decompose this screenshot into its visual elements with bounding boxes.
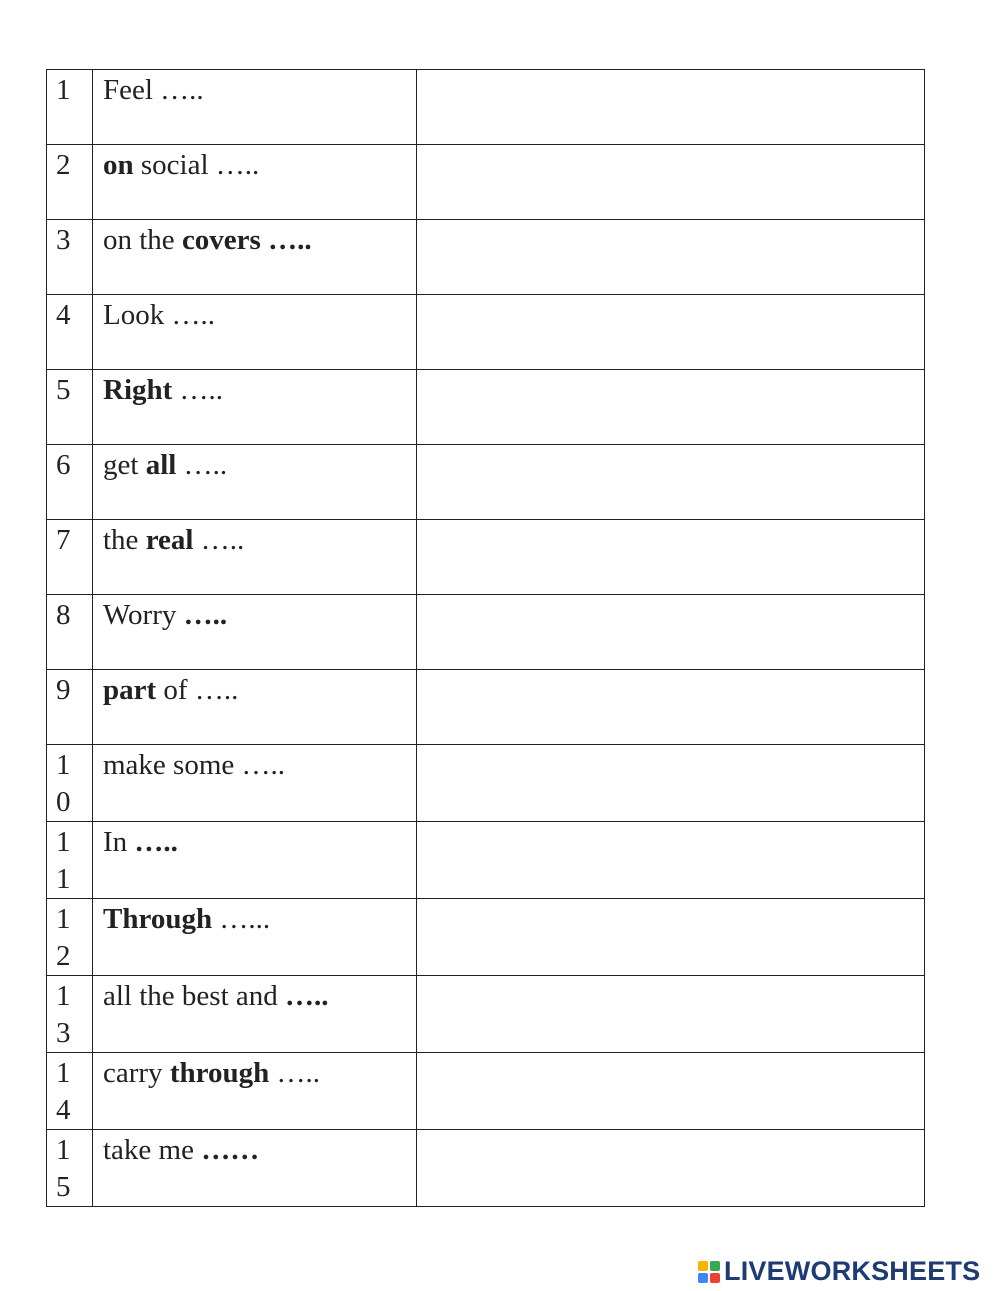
answer-input[interactable] xyxy=(417,976,924,1048)
answer-cell[interactable] xyxy=(417,745,925,822)
phrase-text: carry xyxy=(103,1057,170,1089)
table-row xyxy=(47,220,925,295)
answer-input[interactable] xyxy=(417,370,924,442)
phrase-text: Worry xyxy=(103,599,184,631)
row-number xyxy=(47,595,93,670)
row-number xyxy=(47,1130,93,1207)
phrase-text: ….. xyxy=(183,599,228,631)
table-row xyxy=(47,745,925,822)
exercise-table xyxy=(46,69,925,1207)
answer-input[interactable] xyxy=(417,520,924,592)
answer-cell[interactable] xyxy=(417,295,925,370)
liveworksheets-logo xyxy=(698,1256,980,1287)
phrase-text: the xyxy=(103,524,146,556)
phrase-cell xyxy=(93,1053,417,1130)
phrase-cell xyxy=(93,145,417,220)
phrase-text: Look ….. xyxy=(103,299,215,331)
table-row xyxy=(47,822,925,899)
logo-square xyxy=(710,1261,720,1271)
phrase-cell xyxy=(93,295,417,370)
phrase-text: social ….. xyxy=(133,149,260,181)
table-row xyxy=(47,70,925,145)
answer-input[interactable] xyxy=(417,295,924,367)
table-row xyxy=(47,1053,925,1130)
phrase-text: …… xyxy=(201,1134,260,1166)
logo-icon xyxy=(698,1261,720,1283)
answer-cell[interactable] xyxy=(417,976,925,1053)
answer-input[interactable] xyxy=(417,899,924,971)
phrase-text: all the best and xyxy=(103,980,286,1012)
row-number xyxy=(47,370,93,445)
phrase-cell xyxy=(93,445,417,520)
table-row xyxy=(47,445,925,520)
phrase-cell xyxy=(93,520,417,595)
phrase-cell xyxy=(93,976,417,1053)
phrase-text: part xyxy=(103,674,157,706)
phrase-text: get xyxy=(103,449,146,481)
answer-input[interactable] xyxy=(417,595,924,667)
answer-cell[interactable] xyxy=(417,70,925,145)
row-number xyxy=(47,670,93,745)
answer-cell[interactable] xyxy=(417,445,925,520)
phrase-text: of ….. xyxy=(156,674,239,706)
row-number xyxy=(47,822,93,899)
row-number xyxy=(47,745,93,822)
row-number-text: 6 xyxy=(56,449,71,481)
answer-input[interactable] xyxy=(417,1130,924,1202)
phrase-cell xyxy=(93,595,417,670)
phrase-cell xyxy=(93,70,417,145)
row-number xyxy=(47,899,93,976)
phrase-text: on xyxy=(103,149,134,181)
phrase-text: take me xyxy=(103,1134,202,1166)
logo-text: LIVEWORKSHEETS xyxy=(724,1256,981,1286)
table-row xyxy=(47,976,925,1053)
phrase-text: all xyxy=(145,449,177,481)
phrase-text: Through xyxy=(103,903,213,935)
row-number xyxy=(47,220,93,295)
answer-cell[interactable] xyxy=(417,1130,925,1207)
answer-cell[interactable] xyxy=(417,145,925,220)
phrase-text: ….. xyxy=(285,980,329,1012)
phrase-cell xyxy=(93,220,417,295)
answer-input[interactable] xyxy=(417,1053,924,1125)
answer-cell[interactable] xyxy=(417,520,925,595)
answer-input[interactable] xyxy=(417,70,924,142)
answer-cell[interactable] xyxy=(417,595,925,670)
row-number-text: 13 xyxy=(56,980,71,1049)
row-number xyxy=(47,1053,93,1130)
row-number-text: 4 xyxy=(56,299,71,331)
phrase-cell xyxy=(93,822,417,899)
phrase-text: In xyxy=(103,826,135,858)
phrase-cell xyxy=(93,670,417,745)
table-row xyxy=(47,595,925,670)
phrase-text: ….. xyxy=(172,374,224,406)
answer-cell[interactable] xyxy=(417,370,925,445)
row-number-text: 11 xyxy=(56,826,71,895)
phrase-cell xyxy=(93,899,417,976)
phrase-text: ….. xyxy=(134,826,178,858)
row-number xyxy=(47,70,93,145)
answer-input[interactable] xyxy=(417,822,924,894)
phrase-text: Feel ….. xyxy=(103,74,204,106)
phrase-text: ….. xyxy=(193,524,245,556)
row-number xyxy=(47,976,93,1053)
logo-square xyxy=(698,1273,708,1283)
answer-cell[interactable] xyxy=(417,1053,925,1130)
exercise-rows xyxy=(47,70,925,1207)
answer-cell[interactable] xyxy=(417,822,925,899)
row-number-text: 2 xyxy=(56,149,71,181)
table-row xyxy=(47,670,925,745)
table-row xyxy=(47,520,925,595)
answer-input[interactable] xyxy=(417,745,924,817)
row-number-text: 3 xyxy=(56,224,71,256)
row-number-text: 5 xyxy=(56,374,71,406)
row-number-text: 12 xyxy=(56,903,71,972)
phrase-cell xyxy=(93,1130,417,1207)
answer-cell[interactable] xyxy=(417,899,925,976)
row-number xyxy=(47,520,93,595)
table-row xyxy=(47,1130,925,1207)
answer-input[interactable] xyxy=(417,145,924,217)
logo-square xyxy=(698,1261,708,1271)
row-number-text: 10 xyxy=(56,749,71,818)
phrase-text: ….. xyxy=(269,1057,320,1089)
logo-square xyxy=(710,1273,720,1283)
phrase-text: covers ….. xyxy=(181,224,312,256)
phrase-text: real xyxy=(145,524,194,556)
table-row xyxy=(47,295,925,370)
answer-input[interactable] xyxy=(417,220,924,292)
row-number-text: 9 xyxy=(56,674,71,706)
table-row xyxy=(47,145,925,220)
phrase-text: …... xyxy=(212,903,271,935)
answer-input[interactable] xyxy=(417,670,924,742)
phrase-text: on the xyxy=(103,224,182,256)
row-number-text: 8 xyxy=(56,599,71,631)
phrase-text: make some ….. xyxy=(103,749,286,781)
row-number xyxy=(47,295,93,370)
table-row xyxy=(47,899,925,976)
answer-cell[interactable] xyxy=(417,670,925,745)
row-number xyxy=(47,445,93,520)
row-number-text: 15 xyxy=(56,1134,71,1203)
phrase-cell xyxy=(93,370,417,445)
answer-input[interactable] xyxy=(417,445,924,517)
row-number xyxy=(47,145,93,220)
table-row xyxy=(47,370,925,445)
phrase-text: ….. xyxy=(176,449,228,481)
phrase-cell xyxy=(93,745,417,822)
answer-cell[interactable] xyxy=(417,220,925,295)
row-number-text: 7 xyxy=(56,524,71,556)
phrase-text: Right xyxy=(103,374,173,406)
phrase-text: through xyxy=(169,1057,270,1089)
row-number-text: 14 xyxy=(56,1057,71,1126)
row-number-text: 1 xyxy=(56,74,71,106)
